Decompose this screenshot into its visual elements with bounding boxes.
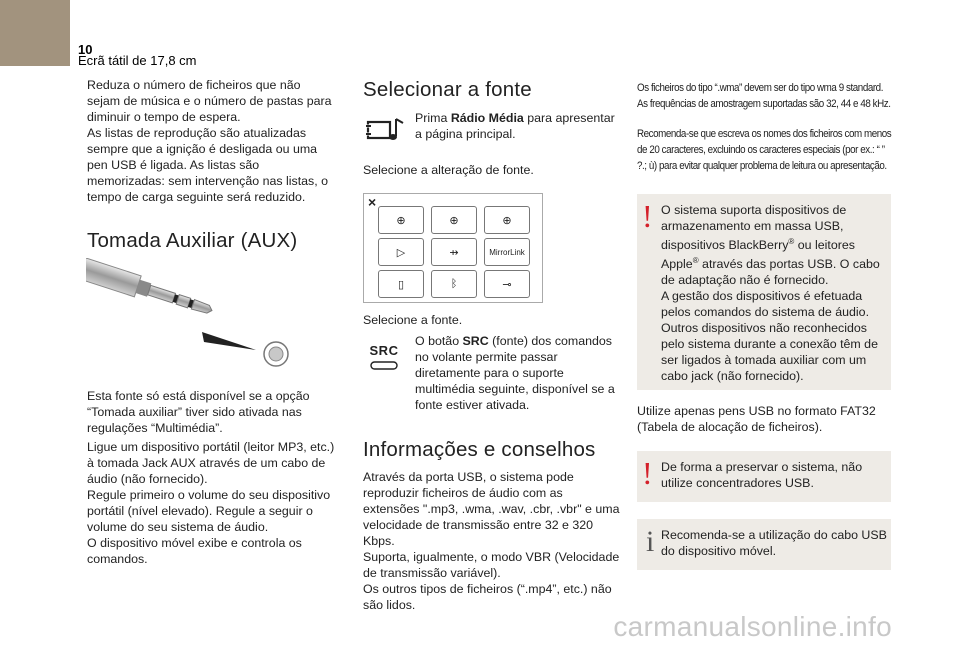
press-instruction: Prima Rádio Média para apresentar a página principal.: [415, 111, 615, 141]
intro-paragraph: Reduza o número de ficheiros que não sejam de música e o número de pastas para diminuir o tempo de espera. As listas de reprodução são atualizadas sempre que a ignição é desligada ou uma pen USB é ligada. As listas são memorizadas: sem intervenção nas listas, o tempo de carga seguinte será reduzido.: [87, 78, 332, 204]
play-icon: ▷: [396, 246, 406, 259]
radio-source-tile-1[interactable]: [378, 206, 424, 234]
usb-hub-warning: [637, 451, 891, 502]
portable-device-icon: ▯: [397, 278, 405, 291]
radio-icon: ⊕: [449, 214, 459, 227]
mirrorlink-source-tile[interactable]: [484, 238, 530, 266]
info-heading: Informações e conselhos: [363, 438, 596, 461]
warning-icon: !: [642, 198, 653, 234]
usb-hub-text: De forma a preservar o sistema, não utilize concentradores USB.: [661, 460, 863, 490]
section-tab: [0, 0, 70, 66]
info-paragraph: Através da porta USB, o sistema pode reproduzir ficheiros de áudio com as extensões ".mp3, .wma, .wav, .cbr, .vbr" e uma velocidade de transmissão entre 32 e 320 Kbps. Suporta, igualmente, o modo VBR (Velocidade de transmissão variável). Os outros tipos de ficheiros (“.mp4”, etc.) não são lidos.: [363, 470, 620, 612]
info-icon: i: [646, 525, 655, 558]
filenames-note: Recomenda-se que escreva os nomes dos ficheiros com menos de 20 caracteres, excluindo os caracteres especiais (por ex.: “ ” ?.; ù) para evitar qualquer problema de leitura ou apresentação.: [637, 128, 892, 172]
mirrorlink-label: MirrorLink: [489, 247, 525, 257]
page-number: 10: [78, 42, 93, 57]
warning-icon: !: [642, 455, 653, 491]
bluetooth-icon: ᛒ: [450, 278, 458, 290]
section-title: Ecrã tátil de 17,8 cm: [78, 53, 197, 68]
watermark: carmanualsonline.info: [613, 611, 892, 642]
source-heading: Selecionar a fonte: [363, 78, 532, 101]
usb-support-text: O sistema suporta dispositivos de armazenamento em massa USB, dispositivos BlackBerry® ou leitores Apple® através das portas USB. O cabo de adaptação não é fornecido. A gestão dos dispositivos é efetuada pelos comandos do sistema de áudio. Outros dispositivos não reconhecidos pelo sistema durante a conexão têm de ser ligados à tomada auxiliar com um cabo jack (não fornecido).: [661, 203, 880, 384]
aux-heading: Tomada Auxiliar (AUX): [87, 229, 298, 252]
fat32-note: Utilize apenas pens USB no formato FAT32 (Tabela de alocação de ficheiros).: [637, 404, 876, 434]
select-source-text: Selecione a fonte.: [363, 313, 463, 327]
select-change-text: Selecione a alteração de fonte.: [363, 163, 534, 177]
radio-icon: ⊕: [502, 214, 512, 227]
jack-plug-illustration: [86, 258, 296, 370]
device-source-tile[interactable]: [378, 270, 424, 298]
aux-source-tile[interactable]: [484, 270, 530, 298]
jack-icon: ⊸: [502, 278, 512, 291]
src-description: O botão SRC (fonte) dos comandos no volante permite passar diretamente para o suporte multimédia seguinte, disponível se a fonte estiver ativada.: [415, 334, 615, 412]
play-source-tile[interactable]: [378, 238, 424, 266]
close-icon[interactable]: ×: [368, 194, 377, 210]
usb-icon: ⇸: [449, 246, 459, 259]
usb-support-warning: [637, 194, 891, 390]
wma-note: Os ficheiros do tipo “.wma” devem ser do tipo wma 9 standard. As frequências de amostragem suportadas são 32, 44 e 48 kHz.: [637, 82, 891, 110]
radio-media-icon: [365, 115, 407, 143]
usb-cable-text: Recomenda-se a utilização do cabo USB do dispositivo móvel.: [661, 528, 887, 558]
radio-source-tile-2[interactable]: [431, 206, 477, 234]
bluetooth-source-tile[interactable]: [431, 270, 477, 298]
aux-paragraph-1: Esta fonte só está disponível se a opção “Tomada auxiliar” tiver sido ativada nas regulações “Multimédia”.: [87, 389, 310, 435]
radio-source-tile-3[interactable]: [484, 206, 530, 234]
usb-cable-info: [637, 519, 891, 570]
radio-icon: ⊕: [396, 214, 406, 227]
src-button-icon: SRC: [367, 343, 401, 376]
usb-source-tile[interactable]: [431, 238, 477, 266]
aux-paragraph-2: Ligue um dispositivo portátil (leitor MP3, etc.) à tomada Jack AUX através de um cabo de áudio (não fornecido). Regule primeiro o volume do seu dispositivo portátil (nível elevado). Regule a seguir o volume do seu sistema de áudio. O dispositivo móvel exibe e controla os comandos.: [87, 440, 335, 566]
source-selection-screen: [363, 193, 543, 303]
